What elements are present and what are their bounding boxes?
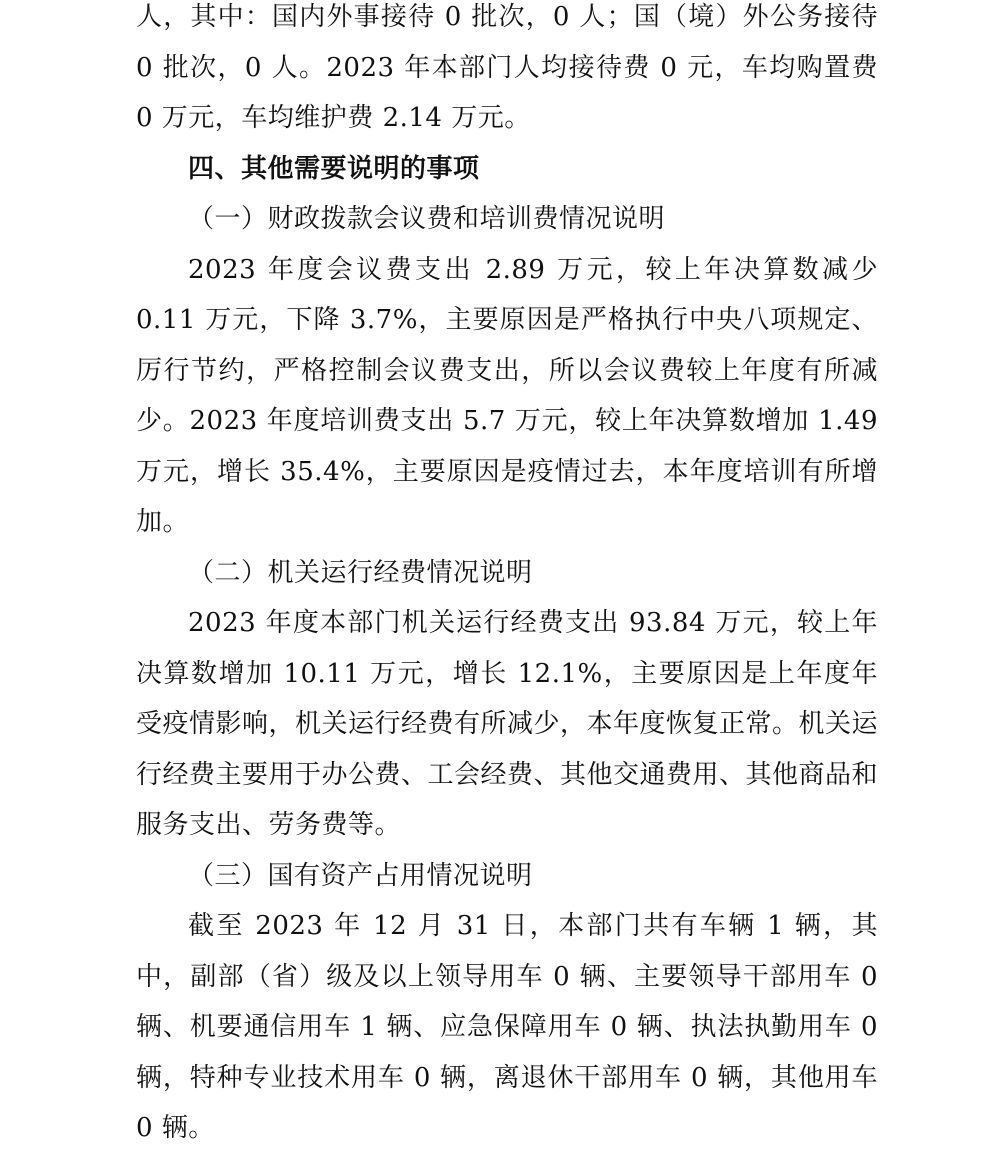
subsection-heading-meeting-training: （一）财政拨款会议费和培训费情况说明 [188,204,666,234]
state-assets-paragraph: 截至 2023 年 12 月 31 日，本部门共有车辆 1 辆，其中，副部（省）级及以上领导用车 0 辆、主要领导干部用车 0 辆、机要通信用车 1 辆、应急保障用车 0 辆、执法执勤用车 0 辆，特种专业技术用车 0 辆，离退休干部用车 0 辆，其他用车 0 辆。 [136,911,878,1143]
reception-summary-paragraph: 人，其中：国内外事接待 0 批次，0 人；国（境）外公务接待 0 批次，0 人。2023 年本部门人均接待费 0 元，车均购置费 0 万元，车均维护费 2.14 万元。 [136,2,878,133]
subsection-heading-operating-expenses: （二）机关运行经费情况说明 [188,557,533,588]
meeting-training-paragraph: 2023 年度会议费支出 2.89 万元，较上年决算数减少 0.11 万元，下降 3.7%，主要原因是严格执行中央八项规定、厉行节约，严格控制会议费支出，所以会议费较上年度有所减少。2023 年度培训费支出 5.7 万元，较上年决算数增加 1.49 万元，增长 35.4%，主要原因是疫情过去，本年度培训有所增加。 [136,254,878,537]
subsection-heading-state-assets: （三）国有资产占用情况说明 [188,860,533,891]
document-page [136,0,878,1154]
section-heading-other-matters: 四、其他需要说明的事项 [188,153,480,184]
operating-expenses-paragraph: 2023 年度本部门机关运行经费支出 93.84 万元，较上年决算数增加 10.11 万元，增长 12.1%，主要原因是上年度年受疫情影响，机关运行经费有所减少，本年度恢复正常。机关运行经费主要用于办公费、工会经费、其他交通费用、其他商品和服务支出、劳务费等。 [136,608,879,840]
